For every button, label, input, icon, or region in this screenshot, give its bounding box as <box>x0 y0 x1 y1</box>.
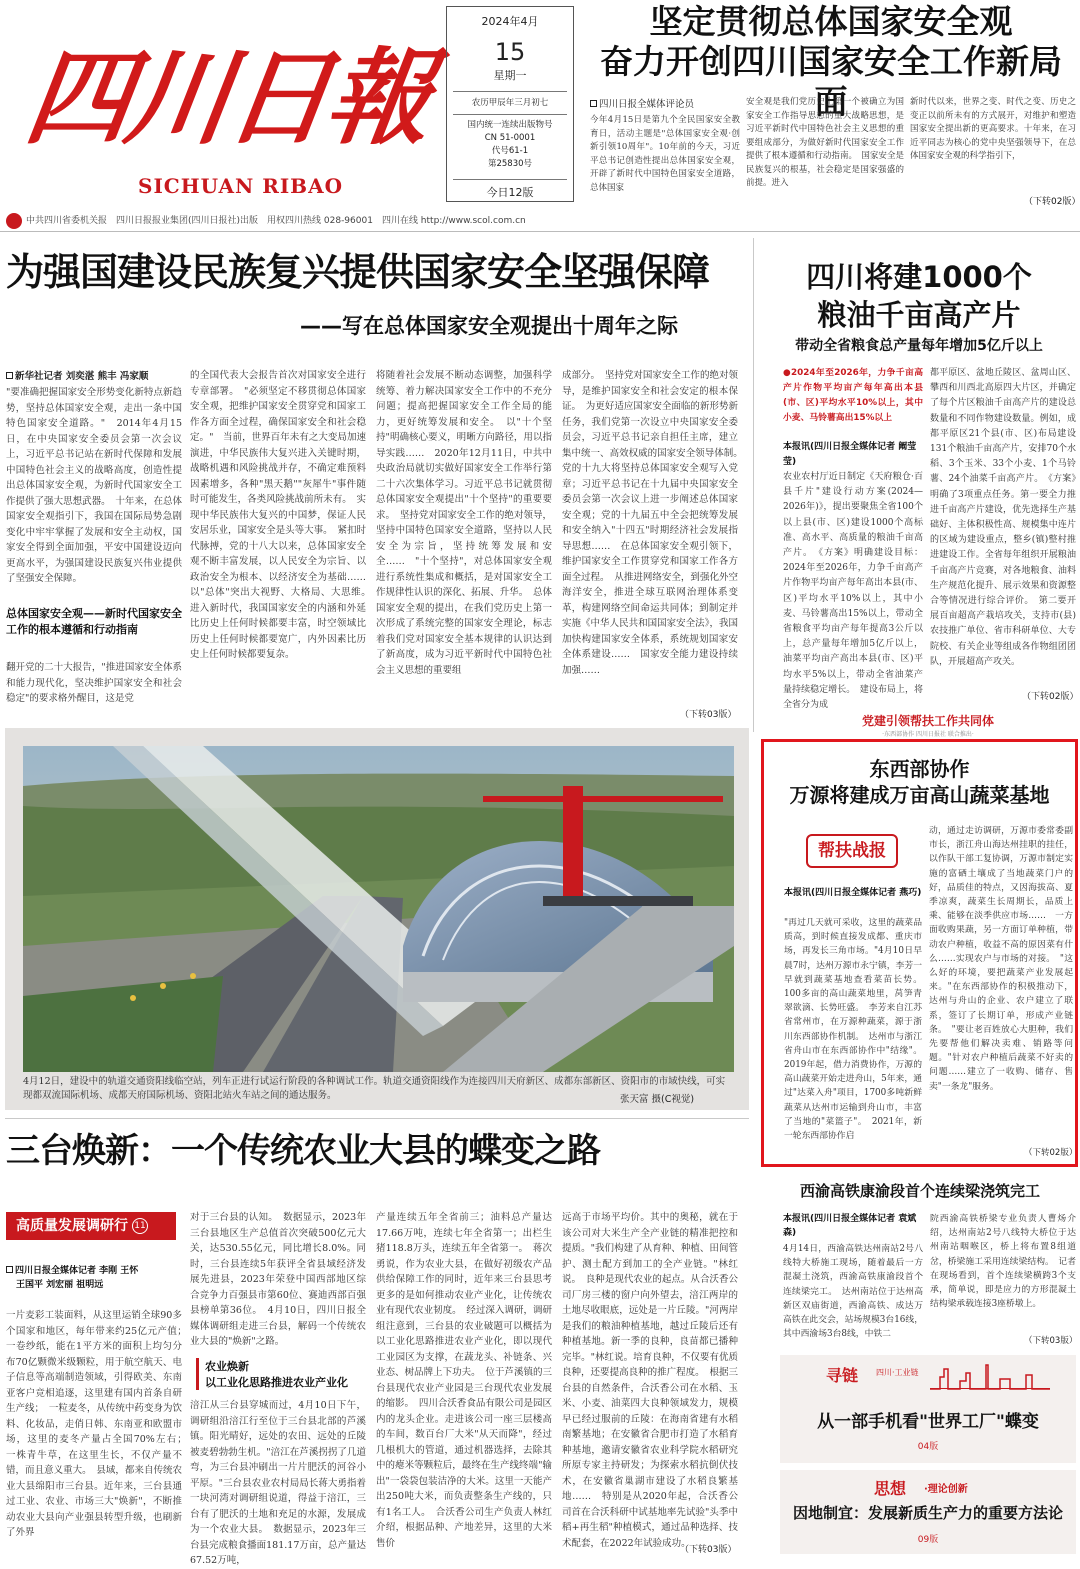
series-banner: 高质量发展调研行 11 <box>6 1212 176 1240</box>
santai-col2-a: 对于三台县的认知。 数据显示，2023年三台县地区生产总值首次突破500亿元大关，达530.55亿元，同比增长8.0%。同时，三台县连续5年获评全省县域经济发展先进县，2023年荣登中国西部地区综合竞争力百强县市第60位、赛迪西部百强县榜单第36位。 4月10日，四川日报全媒体调研组走进三台县，解码一个传统农业大县的"焕新"之路。 <box>190 1212 366 1347</box>
photo-caption: 4月12日，建设中的轨道交通资阳线临空站，列车正进行试运行阶段的各种调试工作。轨道交通资阳线作为连接四川天府新区、成都东部新区、资阳市的市域快线，可实现都双流国际机场、成都天府国际机场、资阳北站火车站之间的通达服务。 <box>23 1076 726 1101</box>
lead-col1-subhead: 总体国家安全观——新时代国家安全工作的根本遵循和行动指南 <box>6 607 182 636</box>
commentary-col2: 安全观是我们党历史上第一个被确立为国家安全工作指导思想的重大战略思想，是习近平新时代中国特色社会主义思想的重要组成部分，为做好新时代国家安全工作提供了根本遵循和行动指南。 国家安全是民族复兴的根基，社会稳定是国家强盛的前提。进入 <box>746 97 904 188</box>
photo-credit: 张天富 摄(C视觉) <box>620 1094 695 1105</box>
rail-headline[interactable]: 西渝高铁康渝段首个连续梁浇筑完工 <box>799 1182 1040 1200</box>
info-bar: 中共四川省委机关报 四川日报报业集团(四川日报社)出版 用权四川热线 028-96001 四川在线 http://www.scol.com.cn <box>0 210 1080 232</box>
promo1-page: 04版 <box>917 1442 939 1452</box>
santai-byline: 四川日报全媒体记者 李刚 王怀 王国平 刘宏丽 祖明远 <box>6 1264 182 1292</box>
commentary-byline: 四川日报全媒体评论员 <box>590 96 694 110</box>
grain-continued: （下转02版） <box>1022 692 1079 702</box>
grain-col1: 农业农村厅近日制定《天府粮仓·百县千片"建设行动方案(2024—2026年)》，提出要聚焦全省100个以上县(市、区)建设1000个高标准、高水平、高质量的粮油千亩高产片。 《方案》明确建设目标：2024年至2026年，力争千亩高产片作物平均亩产每年高出本县(市、区)平均水平10%以上，其中小麦、马铃薯高出15%以上，带动全省粮食平均亩产每年提高3公斤以上，总产量每年增加5亿斤以上，油菜平均亩产高出本县(市、区)平均水平5%以上，带动全省油菜产量持续稳定增长。 建设布局上，将全省分为成 <box>783 472 923 711</box>
grain-subhead: 带动全省粮食总产量每年增加5亿斤以上 <box>795 338 1043 354</box>
eastwest-byline: 本报讯(四川日报全媒体记者 燕巧) <box>784 888 922 898</box>
date-lunar: 农历甲辰年三月初七 <box>471 98 549 108</box>
lead-col1-b: 翻开党的二十大报告，"推进国家安全体系和能力现代化，坚决维护国家安全和社会稳定"的要求格外醒目，这是党 <box>6 662 182 704</box>
grain-col2: 都平原区、盆地丘陵区、盆周山区、攀西和川西北高原四大片区，并确定了每个片区粮油千亩高产片的建设总数量和不同作物建设数量。例如，成都平原区21个县(市、区)布局建设131个粮油千亩高产片，安排70个水稻、3个玉米、33个小麦、1个马铃薯、24个油菜千亩高产片。 《方案》明确了3项重点任务。第一要全力推进千亩高产片建设，优先选择生产基础好、主体积极性高、规模集中连片的区域为建设重点，整乡(镇)整村推进建设工作。全省每年组织开展粮油千亩高产片竞赛，对各地粮食、油料生产规范化提升、展示效果和资源整合等情况进行综合评价。 第二要开展百亩超高产栽培攻关，支持市(县)农技推广单位、省市科研单位、大专院校、有关企业等组成各作物组团团队，开展超高产攻关。 <box>930 368 1076 667</box>
promo2-title: 因地制宜：发展新质生产力的重要方法论 <box>792 1504 1063 1522</box>
rail-col1: 4月14日，西渝高铁达州南站2号八线特大桥施工现场，随着最后一方混凝土浇筑，西渝高铁康渝段首个连续梁完工。 达州南站位于达州高新区双庙街道，西渝高铁、成达万高铁在此交会，站场规模3台16线，其中西渝场3台8线，中铁二 <box>783 1244 923 1340</box>
santai-continued: （下转03版） <box>680 1545 737 1555</box>
rail-station-photo[interactable] <box>23 746 734 1072</box>
top-headline-line2: 奋力开创四川国家安全工作新局面 <box>600 42 1062 121</box>
lead-col2: 的全国代表大会报告首次对国家安全进行专章部署。 "必须坚定不移贯彻总体国家安全观，把维护国家安全贯穿党和国家工作各方面全过程，确保国家安全和社会稳定。" 当前，世界百年未有之大变局加速演进，中华民族伟大复兴进入关键时期，战略机遇和风险挑战并存，不确定难预料因素增多，各种"黑天鹅""灰犀牛"事件随时可能发生，各类风险挑战前所未有。 实现中华民族伟大复兴的中国梦，保证人民安居乐业，国家安全是头等大事。 紧扣时代脉搏，党的十八大以来，总体国家安全观不断丰富发展，以人民安全为宗旨、以政治安全为根本、以经济安全为基础…… 以"总体"突出大视野、大格局、大思维。 进入新时代，我国国家安全的内涵和外延比历史上任何时候都要丰富，时空领域比历史上任何时候都要宽广，内外因素比历史上任何时候都要复杂。 <box>190 370 376 660</box>
eastwest-col2: 动，通过走访调研，万源市委常委副市长，浙江舟山海达州挂职的挂任，以作队干部工复协调，万源市制定实施的富硒土壤成了当地蔬菜门户的好，品质佳的特点，又因海拔高、夏季凉爽，蔬菜生长周期长，品质上乘、能够在淡季供应市场…… 一方面收购果蔬，另一方面订单种植，带动农户种植，收益不高的原因菜有什么……实现农户与市场的对接。 "这么好的环境，要把蔬菜产业发展起来。"在东西部协作的积极推动下，达州与舟山的企业、农户建立了联系，签订了长期订单，形成产业链条。 "要让老百姓放心大胆种，我们先要帮他们解决卖难、销路等问题。"针对农户种植后蔬菜不好卖的问题……建立了一收购、储存、售卖"一条龙"服务。 <box>929 826 1073 1092</box>
page-count: 今日12版 <box>486 186 534 199</box>
newspaper-logo: 四川日報 <box>18 36 437 159</box>
commentary-col3: 新时代以来，世界之变、时代之变、历史之变正以前所未有的方式展开，对维护和塑造国家安全提出新的更高要求。十年来，在习近平同志为核心的党中央坚强领导下，在总体国家安全观的科学指引下， <box>910 97 1076 161</box>
commentary-col1: 今年4月15日是第九个全民国家安全教育日，活动主题是"总体国家安全观·创新引领10周年"。10年前的今天，习近平总书记创造性提出总体国家安全观，开辟了新时代中国特色国家安全道路，总体国家 <box>590 115 740 193</box>
lead-subhead: ——写在总体国家安全观提出十周年之际 <box>300 314 678 338</box>
date-weekday: 星期一 <box>493 69 527 82</box>
lead-col3: 将随着社会发展不断动态调整，加强科学统筹、着力解决国家安全工作中的不充分问题；提高把握国家安全工作全局的能力，更好统筹发展和安全。 以"十个坚持"明确核心要义，明晰方向路径，用以指导实践…… 2020年12月11日，中共中央政治局就切实做好国家安全工作举行第二十六次集体学习。习近平总书记就贯彻总体国家安全观提出"十个坚持"的重要要求。 坚持党对国家安全工作的绝对领导，坚持中国特色国家安全道路，坚持以人民安全为宗旨，坚持统筹发展和安全…… "十个坚持"，对总体国家安全观进行系统性集成和概括，是对国家安全工作规律性认识的深化、拓展、升华。 总体国家安全观的提出，在我们党历史上第一次形成了系统完整的国家安全理论，标志着我们党对国家安全基本规律的认识达到了新高度，成为习近平新时代中国特色社会主义思想的重要组 <box>376 370 552 676</box>
east-west-story-box[interactable] <box>761 739 1078 1167</box>
issn-label: 国内统一连续出版物号 <box>467 120 553 130</box>
promo2-tag-sub: ·理论创新 <box>924 1484 968 1495</box>
eastwest-continued: （下转02版） <box>1024 1148 1078 1158</box>
promo1-title: 从一部手机看"世界工厂"蝶变 <box>817 1412 1039 1432</box>
date-year-month: 2024年4月 <box>481 15 539 28</box>
santai-col4: 远高于市场平均价。其中的奥秘，就在于该公司对大米生产全产业链的精准把控和提质。"我们构建了从育种、种植、田间管护、测土配方到加工的全产业链。"林红说。 良种是现代农业的起点。从合沃香公司厂房三楼的窗户向外望去，涪江两岸的土地尽收眼底，远处是一片丘陵。"河两岸是我们的粮油种植基地，越过丘陵后还有种植基地。新一季的良种，良苗都已播种完毕。"林红说。培育良种，不仅要有优质良种，还要提高良种的推广程度。 根据三台县的自然条件，合沃香公司在水稻、玉米、小麦、油菜四大良种领域发力，规模早已经过服前的丘陵：在海南省建有水稻南繁基地；在安徽省合肥市打造了水稻育种基地，邀请安徽省农业科学院水稻研究所原专家主持研发；为探索水稻抗倒伏技术，在安徽省巢湖市建设了水稻良繁基地…… 特别是从2020年起，合沃香公司首在合沃科研中试基地率先试验"头季中稻+再生稻"种植模式，通过品种选择、技术配套，在2022年试验成功。 <box>562 1212 738 1549</box>
commentary-continued: （下转02版） <box>1024 197 1080 207</box>
lead-continued: （下转03版） <box>680 710 737 720</box>
grain-headline[interactable]: 四川将建1000个 粮油千亩高产片 <box>806 260 1032 332</box>
skyline-icon <box>930 1363 1050 1389</box>
masthead <box>0 0 1080 208</box>
santai-headline[interactable]: 三台焕新：一个传统农业大县的蝶变之路 <box>6 1131 600 1171</box>
stamp-badge: 帮扶战报 <box>806 834 898 868</box>
promo-theory[interactable] <box>780 1470 1076 1554</box>
top-headline-line1: 坚定贯彻总体国家安全观 <box>649 2 1013 41</box>
serial-number: 第25830号 <box>487 159 533 169</box>
date-day: 15 <box>494 38 526 66</box>
lead-byline: 新华社记者 刘奕湛 熊丰 冯家顺 <box>6 368 148 382</box>
lead-col4: 成部分。 坚持党对国家安全工作的绝对领导，是维护国家安全和社会安定的根本保证。 为更好适应国家安全面临的新形势新任务，我们党第一次设立中央国家安全委员会，习近平总书记亲自担任主席，建立集中统一、高效权威的国家安全领导体制。 党的十九大将坚持总体国家安全观写入党章；习近平总书记在十九届中央国家安全委员会第一次会议上进一步阐述总体国家安全观；党的十九届五中全会把统筹发展和安全纳入"十四五"时期经济社会发展指导思想…… 在总体国家安全观引领下，维护国家安全工作贯穿党和国家工作各方面全过程。 从推进网络安全，到强化外空海洋安全，推进全球互联网治理体系变革，构建网络空间命运共同体；到制定并实施《中华人民共和国国家安全法》，我国加快构建国家安全体系，系统规划国家安全体系建设…… 国家安全能力建设持续加强…… <box>562 370 748 676</box>
santai-col1: 一片麦彩工装面料，从这里运销全球90多个国家和地区，每年带来约25亿元产值； 一卷纱纸，能在1平方米的面积上均匀分布70亿颗微米级颗粒，用于航空航天、电子信息等高端制造领域，引得欧美、东南亚客户竞相追逐，这里建有国内首条自研生产线； 一粒麦冬，从传统中药变身为饮料、化妆品，走俏日韩、东南亚和欧盟市场，这里的麦冬产量占全国70%左右； 一株青牛草，在这里生长，不仅产量不错，而且意义重大。 县域，都来自传统农业大县绵阳市三台县。近年来，三台县通过工业、农业、市场三大"焕新"，不断推动农业大县向产业强县转型升级，也刷新了外界 <box>6 1310 192 1538</box>
rail-col2: 院西渝高铁桥梁专业负责人曹炀介绍，达州南站2号八线特大桥位于达州南站咽喉区，桥上将布置8组道岔，桥梁施工采用连续梁结构。 记者在现场看到，首个连续梁横跨3个支承，简单说，即是应力的方形混凝土结构梁承载连接3座桥墩上。 <box>930 1214 1076 1310</box>
section-banner-title: 党建引领帮扶工作共同体 <box>861 714 994 728</box>
rail-continued: （下转03版） <box>1024 1336 1078 1346</box>
photo-image <box>23 746 734 1072</box>
grain-intro: ●2024年至2026年，力争千亩高产片作物平均亩产每年高出本县(市、区)平均水平10%以上，其中小麦、马铃薯高出15%以上 <box>783 368 923 423</box>
rail-byline: 本报讯(四川日报全媒体记者 袁斌森) <box>783 1214 917 1238</box>
section-banner <box>780 712 1076 738</box>
promo1-tag-sub: 四川·工业链 <box>876 1368 919 1377</box>
promo1-tag: 寻链 <box>826 1366 859 1385</box>
cn-number: CN 51-0001 <box>484 133 536 143</box>
section-banner-sub: ·东西部协作 四川日报社 联合推出· <box>882 731 974 738</box>
date-box <box>446 6 574 202</box>
promo2-page: 09版 <box>917 1535 939 1545</box>
newspaper-emblem-icon <box>6 213 22 229</box>
postal-code: 代号61-1 <box>491 146 529 156</box>
lead-headline[interactable]: 为强国建设民族复兴提供国家安全坚强保障 <box>6 250 710 294</box>
eastwest-col1: "再过几天就可采收，这里的蔬菜品质高，到时候直接发成都、重庆市场，再发长三角市场。"4月10日早晨7时，达州万源市永宁镇，李芳一早就到蔬菜基地查看菜苗长势。100多亩的高山蔬菜地里，莴笋青翠欲滴、长势旺盛。 李芳来自江苏省常州市，在万源种蔬菜，源于浙川东西部协作机制。 达州市与浙江省舟山市在东西部协作中"结缘"。2019年起，借力消费协作，万源的高山蔬菜开始走进舟山，5年来，通过"达菜入舟"项目，1700多吨新鲜蔬菜从达州市运输到舟山市，丰富了当地的"菜篮子"。 2021年，新一轮东西部协作启 <box>784 918 922 1142</box>
lead-col1-a: "要准确把握国家安全形势变化新特点新趋势，坚持总体国家安全观，走出一条中国特色国家安全道路。" 2014年4月15日，在中央国家安全委员会第一次会议上，习近平总书记站在新时代保障和发展中国特色社会主义的战略高度，创造性提出总体国家安全观，为新时代国家安全工作提供了强大思想武器。 十年来，在总体国家安全观指引下，我国在国际局势急剧变化中牢牢掌握了发展和安全主动权，国家安全得到全面加强，平安中国建设迈向更高水平，为强国建设民族复兴伟业提供了坚强安全保障。 <box>6 387 182 584</box>
santai-col2-b: 涪江从三台县穿城而过，4月10日下午，调研组沿涪江行至位于三台县北部的芦溪镇。阳光晴好，远处的农田、远处的丘陵被麦碧勃勃生机。"涪江在芦溪拐拐了几道弯，为三台县冲刷出一片片肥沃的河谷小平原。"三台县农业农村局局长蒋大勇指着一块河湾对调研组说道，得益于涪江，三台有了肥沃的土地和充足的水源，发展成为一个农业大县。 数据显示，2023年三台县完成粮食播面181.17万亩，总产量达67.52万吨， <box>190 1400 366 1566</box>
promo2-tag: 思想 <box>874 1479 907 1498</box>
newspaper-logo-en: SICHUAN RIBAO <box>138 174 344 198</box>
santai-col2-subhead: 农业焕新 以工业化思路推进农业产业化 <box>196 1358 366 1390</box>
promo-phone-factory[interactable] <box>780 1355 1076 1463</box>
santai-col3: 产量连续五年全省前三；油料总产量达17.66万吨，连续七年全省第一；出栏生猪118.8万头，连续五年全省第一。 蒋次勇说，作为农业大县，在做好初级农产品供给保障工作的同时，近年来三台县思考更多的是如何推动农业产业化，让传统农业有现代农业韧度。 经过深入调研，调研组注意到，三台县的农业破题可以概括为以工业化思路推进农业产业化，即以现代工业园区为支撑，在蔬龙头、补链条、兴业态、树品牌上下功夫。 位于芦溪镇的三台县现代农业产业园是三台现代农业发展的缩影。 四川合沃香食品有限公司是园区内的龙头企业。走进该公司一座三层楼高的车间，数百台厂大米"从天而降"，经过几根机大的管道，通过机器选择，去除其中的瘪米等颗粒后，最终在生产线终端"输出"一袋袋包装洁净的大米。这里一天能产出250吨大米，而负责整条生产线的，只有1名工人。 合沃香公司生产负责人林红介绍，根据品种、产地差异，这里的大米售价 <box>376 1212 552 1549</box>
grain-byline: 本报讯(四川日报全媒体记者 阚莹莹) <box>783 442 917 467</box>
eastwest-headline: 东西部协作 万源将建成万亩高山蔬菜基地 <box>789 757 1050 807</box>
